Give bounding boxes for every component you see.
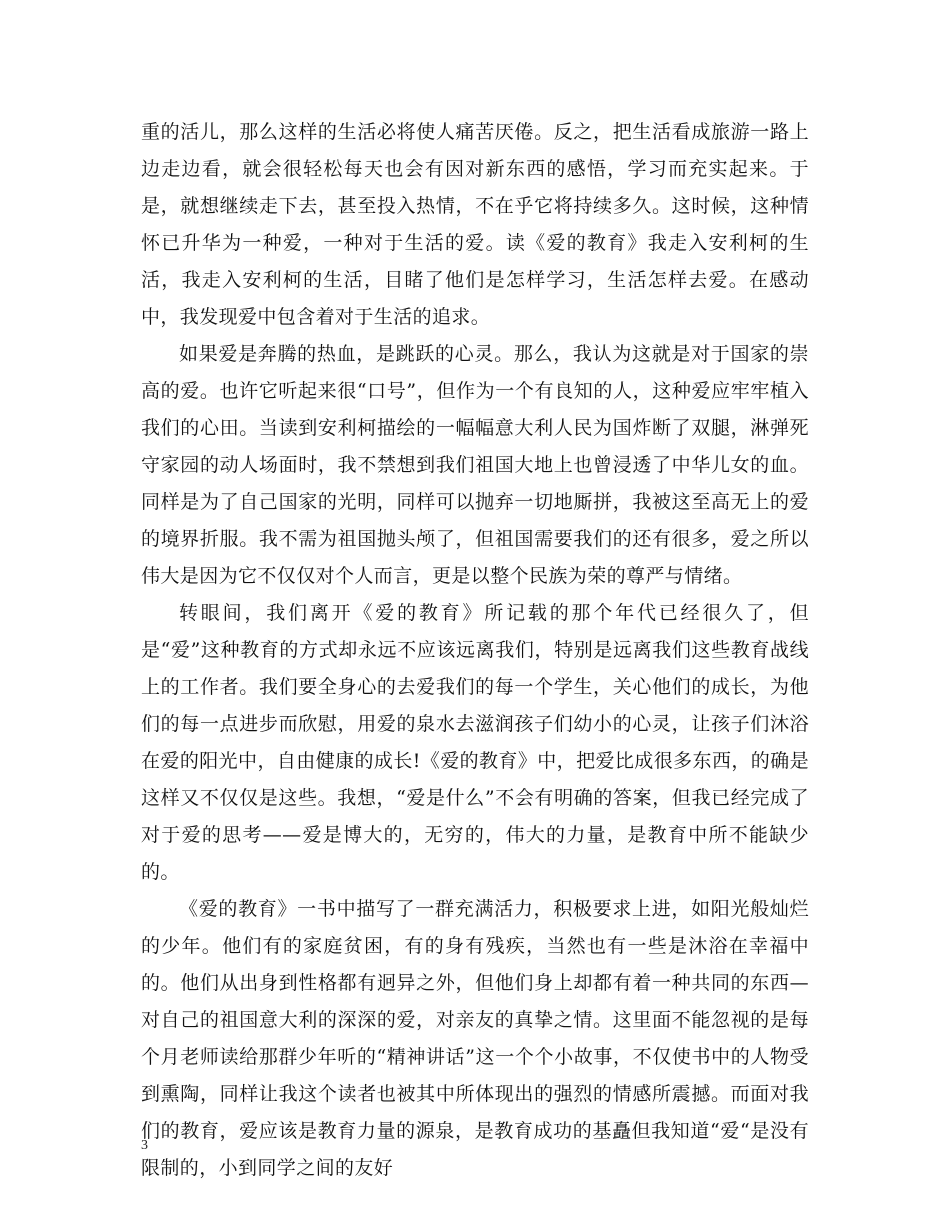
paragraph-4: 《爱的教育》一书中描写了一群充满活力，积极要求上进，如阳光般灿烂的少年。他们有的家庭贫困，有的身有残疾，当然也有一些是沐浴在幸福中的。他们从出身到性格都有迥异之外，但他们身上却都有着一种共同的东西—对自己的祖国意大利的深深的爱，对亲友的真挚之情。这里面不能忽视的是每个月老师读给那群少年听的“精神讲话”这一个个小故事，不仅使书中的人物受到熏陶，同样让我这个读者也被其中所体现出的强烈的情感所震撼。而面对我们的教育，爱应该是教育力量的源泉，是教育成功的基矗但我知道“爱“是没有限制的，小到同学之间的友好 (141, 898, 809, 1179)
page-number: 3 (141, 1138, 148, 1153)
paragraph-1: 重的活儿，那么这样的生活必将使人痛苦厌倦。反之，把生活看成旅游一路上边走边看，就会很轻松每天也会有因对新东西的感悟，学习而充实起来。于是，就想继续走下去，甚至投入热情，不在乎它将持续多久。这时候，这种情怀已升华为一种爱，一种对于生活的爱。读《爱的教育》我走入安利柯的生活，我走入安利柯的生活，目睹了他们是怎样学习，生活怎样去爱。在感动中，我发现爱中包含着对于生活的追求。 (141, 121, 809, 328)
paragraph-3: 转眼间，我们离开《爱的教育》所记载的那个年代已经很久了，但是“爱”这种教育的方式却永远不应该远离我们，特别是远离我们这些教育战线上的工作者。我们要全身心的去爱我们的每一个学生，关心他们的成长，为他们的每一点进步而欣慰，用爱的泉水去滋润孩子们幼小的心灵，让孩子们沐浴在爱的阳光中，自由健康的成长!《爱的教育》中，把爱比成很多东西，的确是这样又不仅仅是这些。我想，“爱是什么”不会有明确的答案，但我已经完成了对于爱的思考——爱是博大的，无穷的，伟大的力量，是教育中所不能缺少的。 (141, 602, 809, 883)
paragraph-2: 如果爱是奔腾的热血，是跳跃的心灵。那么，我认为这就是对于国家的崇高的爱。也许它听起来很“口号”，但作为一个有良知的人，这种爱应牢牢植入我们的心田。当读到安利柯描绘的一幅幅意大利人民为国炸断了双腿，淋弹死守家园的动人场面时，我不禁想到我们祖国大地上也曾浸透了中华儿女的血。同样是为了自己国家的光明，同样可以抛弃一切地厮拼，我被这至高无上的爱的境界折服。我不需为祖国抛头颅了，但祖国需要我们的还有很多，爱之所以伟大是因为它不仅仅对个人而言，更是以整个民族为荣的尊严与情绪。 (141, 343, 809, 587)
document-body (141, 114, 809, 1187)
